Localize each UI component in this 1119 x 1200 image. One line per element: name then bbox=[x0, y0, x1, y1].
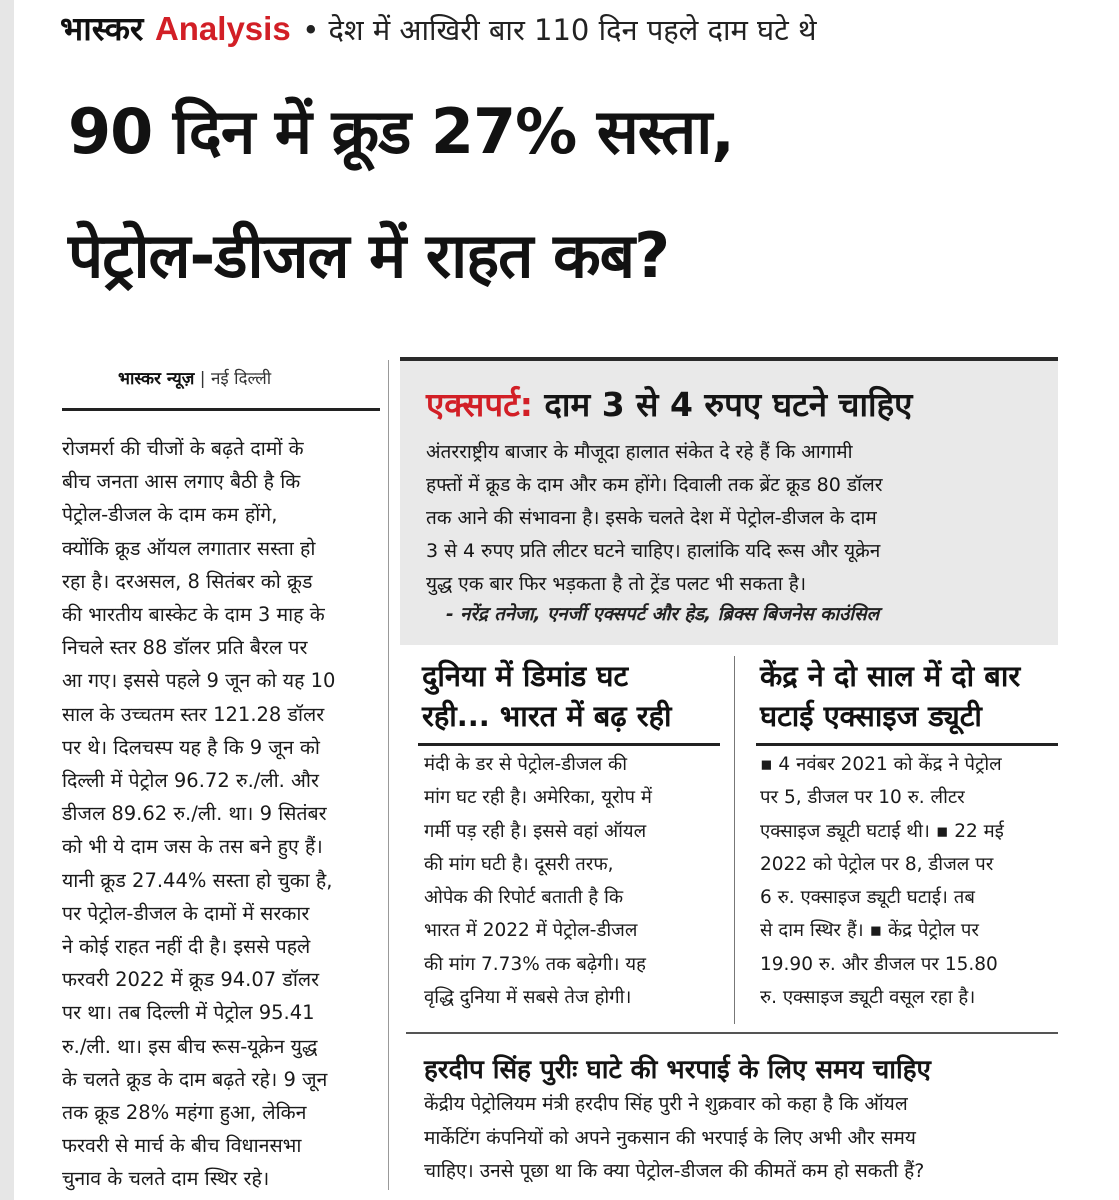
demand-line: की मांग 7.73% तक बढ़ेगी। यह bbox=[424, 953, 646, 975]
article-line: चुनाव के चलते दाम स्थिर रहे। bbox=[62, 1167, 270, 1191]
demand-rule bbox=[418, 743, 720, 746]
demand-line: ओपेक की रिपोर्ट बताती है कि bbox=[424, 887, 624, 909]
duty-line: 19.90 रु. और डीजल पर 15.80 bbox=[760, 953, 998, 975]
bottom-rule bbox=[406, 1032, 1058, 1034]
duty-line: एक्साइज ड्यूटी घटाई थी। ▪ 22 मई bbox=[760, 820, 1004, 842]
duty-heading bbox=[760, 656, 1060, 736]
demand-line: वृद्धि दुनिया में सबसे तेज होगी। bbox=[424, 987, 632, 1009]
demand-article bbox=[424, 748, 718, 1014]
headline-line-1: 90 दिन में क्रूड 27% सस्ता, bbox=[68, 95, 734, 168]
main-article bbox=[62, 432, 376, 1196]
article-line: पर थे। दिलचस्प यह है कि 9 जून को bbox=[62, 735, 320, 759]
byline-place: नई दिल्ली bbox=[210, 369, 272, 389]
article-line: पर था। तब दिल्ली में पेट्रोल 95.41 bbox=[62, 1001, 315, 1025]
puri-line: चाहिए। उनसे पूछा था कि क्या पेट्रोल-डीजल की कीमतें कम हो सकती हैं? bbox=[424, 1160, 925, 1182]
byline-separator: | bbox=[199, 369, 206, 389]
article-line: डीजल 89.62 रु./ली. था। 9 सितंबर bbox=[62, 802, 327, 826]
byline-rule bbox=[62, 408, 380, 411]
duty-line: 6 रु. एक्साइज ड्यूटी घटाई। तब bbox=[760, 887, 975, 909]
article-line: आ गए। इससे पहले 9 जून को यह 10 bbox=[62, 669, 336, 693]
byline-source: भास्कर न्यूज़ bbox=[118, 369, 195, 389]
demand-heading bbox=[422, 656, 722, 736]
demand-heading-line: रही... भारत में बढ़ रही bbox=[422, 699, 672, 733]
expert-line: युद्ध एक बार फिर भड़कता है तो ट्रेंड पलट भी सकता है। bbox=[426, 573, 807, 595]
mid-divider bbox=[734, 656, 735, 1024]
expert-body bbox=[426, 436, 1042, 601]
puri-line: मार्केटिंग कंपनियों को अपने नुकसान की भरपाई के लिए अभी और समय bbox=[424, 1126, 916, 1149]
duty-line: से दाम स्थिर हैं। ▪ केंद्र पेट्रोल पर bbox=[760, 920, 980, 942]
expert-heading bbox=[426, 381, 912, 426]
duty-line: पर 5, डीजल पर 10 रु. लीटर bbox=[760, 787, 965, 809]
article-line: पर पेट्रोल-डीजल के दामों में सरकार bbox=[62, 901, 310, 925]
column-divider bbox=[388, 360, 389, 1190]
article-line: तक क्रूड 28% महंगा हुआ, लेकिन bbox=[62, 1101, 307, 1125]
article-line: बीच जनता आस लगाए बैठी है कि bbox=[62, 470, 301, 494]
article-line: साल के उच्चतम स्तर 121.28 डॉलर bbox=[62, 702, 325, 726]
expert-quote: - नरेंद्र तनेजा, एनर्जी एक्सपर्ट और हेड, ब्रिक्स बिजनेस काउंसिल bbox=[446, 604, 880, 625]
puri-line: केंद्रीय पेट्रोलियम मंत्री हरदीप सिंह पुरी ने शुक्रवार को कहा है कि ऑयल bbox=[424, 1093, 908, 1115]
kicker-subtitle: • देश में आखिरी बार 110 दिन पहले दाम घटे थे bbox=[302, 13, 817, 47]
kicker bbox=[60, 10, 817, 48]
article-line: फरवरी से मार्च के बीच विधानसभा bbox=[62, 1134, 302, 1158]
expert-line: हफ्तों में क्रूड के दाम और कम होंगे। दिवाली तक ब्रेंट क्रूड 80 डॉलर bbox=[426, 474, 883, 496]
duty-rule bbox=[756, 743, 1058, 746]
duty-line: रु. एक्साइज ड्यूटी वसूल रहा है। bbox=[760, 987, 976, 1009]
expert-line: तक आने की संभावना है। इसके चलते देश में पेट्रोल-डीजल के दाम bbox=[426, 507, 877, 529]
duty-heading-line: घटाई एक्साइज ड्यूटी bbox=[760, 699, 982, 733]
duty-line: 2022 को पेट्रोल पर 8, डीजल पर bbox=[760, 853, 994, 875]
article-line: क्योंकि क्रूड ऑयल लगातार सस्ता हो bbox=[62, 536, 316, 560]
expert-label: एक्सपर्ट: bbox=[426, 385, 533, 424]
expert-line: अंतरराष्ट्रीय बाजार के मौजूदा हालात संकेत दे रहे हैं कि आगामी bbox=[426, 441, 853, 463]
article-line: ने कोई राहत नहीं दी है। इससे पहले bbox=[62, 935, 311, 959]
headline-line-2: पेट्रोल-डीजल में राहत कब? bbox=[68, 219, 670, 292]
article-line: पेट्रोल-डीजल के दाम कम होंगे, bbox=[62, 503, 278, 527]
page-fold-edge bbox=[0, 0, 14, 1200]
byline bbox=[118, 366, 271, 389]
article-line: की भारतीय बास्केट के दाम 3 माह के bbox=[62, 603, 325, 627]
demand-heading-line: दुनिया में डिमांड घट bbox=[422, 659, 629, 693]
article-line: के चलते क्रूड के दाम बढ़ते रहे। 9 जून bbox=[62, 1067, 328, 1091]
expert-line: 3 से 4 रुपए प्रति लीटर घटने चाहिए। हालांकि यदि रूस और यूक्रेन bbox=[426, 540, 881, 562]
expert-title: दाम 3 से 4 रुपए घटने चाहिए bbox=[532, 385, 913, 424]
brand-name: भास्कर bbox=[60, 9, 144, 48]
duty-line: ▪ 4 नवंबर 2021 को केंद्र ने पेट्रोल bbox=[760, 754, 1002, 775]
article-line: फरवरी 2022 में क्रूड 94.07 डॉलर bbox=[62, 968, 320, 992]
article-line: को भी ये दाम जस के तस बने हुए हैं। bbox=[62, 835, 323, 859]
demand-line: भारत में 2022 में पेट्रोल-डीजल bbox=[424, 920, 638, 942]
analysis-tag: Analysis bbox=[154, 10, 291, 47]
demand-line: की मांग घटी है। दूसरी तरफ, bbox=[424, 853, 614, 875]
article-line: निचले स्तर 88 डॉलर प्रति बैरल पर bbox=[62, 636, 308, 660]
expert-box bbox=[400, 357, 1058, 645]
demand-line: मांग घट रही है। अमेरिका, यूरोप में bbox=[424, 787, 652, 809]
duty-heading-line: केंद्र ने दो साल में दो बार bbox=[760, 659, 1021, 693]
article-line: दिल्ली में पेट्रोल 96.72 रु./ली. और bbox=[62, 769, 319, 793]
article-line: यानी क्रूड 27.44% सस्ता हो चुका है, bbox=[62, 868, 333, 892]
article-line: रहा है। दरअसल, 8 सितंबर को क्रूड bbox=[62, 569, 313, 593]
article-line: रोजमर्रा की चीजों के बढ़ते दामों के bbox=[62, 437, 304, 460]
puri-heading: हरदीप सिंह पुरीः घाटे की भरपाई के लिए समय चाहिए bbox=[424, 1055, 931, 1085]
puri-article bbox=[424, 1088, 1058, 1189]
demand-line: गर्मी पड़ रही है। इससे वहां ऑयल bbox=[424, 820, 647, 842]
article-line: रु./ली. था। इस बीच रूस-यूक्रेन युद्ध bbox=[62, 1034, 318, 1058]
duty-article bbox=[760, 748, 1058, 1014]
demand-line: मंदी के डर से पेट्रोल-डीजल की bbox=[424, 754, 628, 775]
